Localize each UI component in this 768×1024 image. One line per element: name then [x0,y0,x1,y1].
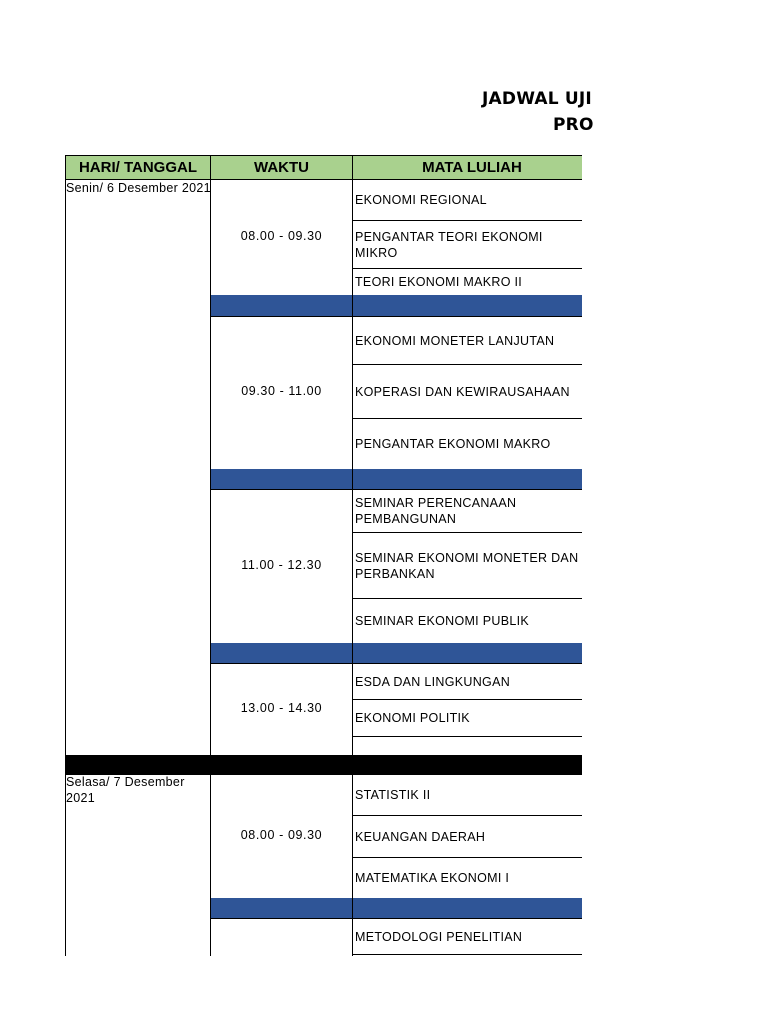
time-slot: 08.00 - 09.30 [240,828,323,842]
subject-name: EKONOMI REGIONAL [355,193,487,207]
subject-cell [355,365,581,418]
subject-cell [355,533,581,598]
slot-separator [353,469,582,489]
subject-name: EKONOMI MONETER LANJUTAN [355,333,555,348]
day-label: Senin/ 6 Desember 2021 [66,181,211,195]
day-separator [65,755,582,775]
time-slot: 08.00 - 09.30 [240,229,323,243]
header-time: WAKTU [210,155,353,180]
subject-cell [355,317,581,364]
subject-name: PENGANTAR TEORI EKONOMI MIKRO [355,229,543,260]
subject-cell [355,419,581,469]
subject-name: EKONOMI POLITIK [355,711,470,725]
slot-separator [353,643,582,663]
subject-cell [355,664,581,699]
slot-separator [211,643,352,663]
time-slot: 09.30 - 11.00 [241,384,322,398]
document-subtitle: PRO [553,115,594,135]
subject-cell [355,775,581,815]
subject-name: ESDA DAN LINGKUNGAN [355,674,511,689]
subject-name: SEMINAR EKONOMI PUBLIK [355,614,529,628]
subject-name: STATISTIK II [355,788,431,802]
subject-cell [355,221,581,268]
subject-cell [355,599,581,643]
day-label: Selasa/ 7 Desember 2021 [66,775,185,805]
subject-name: MATEMATIKA EKONOMI I [355,871,510,885]
header-day: HARI/ TANGGAL [65,155,211,180]
subject-cell [355,490,581,532]
subject-cell [355,180,581,220]
subject-cell [355,737,581,755]
slot-separator [211,295,352,316]
subject-cell [355,858,581,898]
subject-name: KEUANGAN DAERAH [355,829,486,844]
document-title: JADWAL UJI [482,89,592,109]
slot-separator [211,469,352,489]
subject-name: TEORI EKONOMI MAKRO II [355,275,523,289]
slot-separator [211,898,352,918]
subject-cell [355,269,581,295]
subject-name: METODOLOGI PENELITIAN [355,929,523,944]
subject-name: KOPERASI DAN KEWIRAUSAHAAN [355,384,570,399]
time-slot: 11.00 - 12.30 [241,558,322,572]
subject-cell [355,919,581,954]
slot-separator [353,898,582,918]
subject-cell [355,816,581,857]
slot-separator [353,295,582,316]
subject-name: PENGANTAR EKONOMI MAKRO [355,437,551,451]
grid-line-left [65,179,66,956]
subject-name: SEMINAR PERENCANAAN PEMBANGUNAN [355,496,517,526]
subject-cell [355,700,581,736]
time-slot: 13.00 - 14.30 [240,701,323,715]
subject-divider [352,954,582,955]
subject-name: SEMINAR EKONOMI MONETER DAN PERBANKAN [355,550,579,581]
header-subject: MATA LULIAH [352,155,582,180]
